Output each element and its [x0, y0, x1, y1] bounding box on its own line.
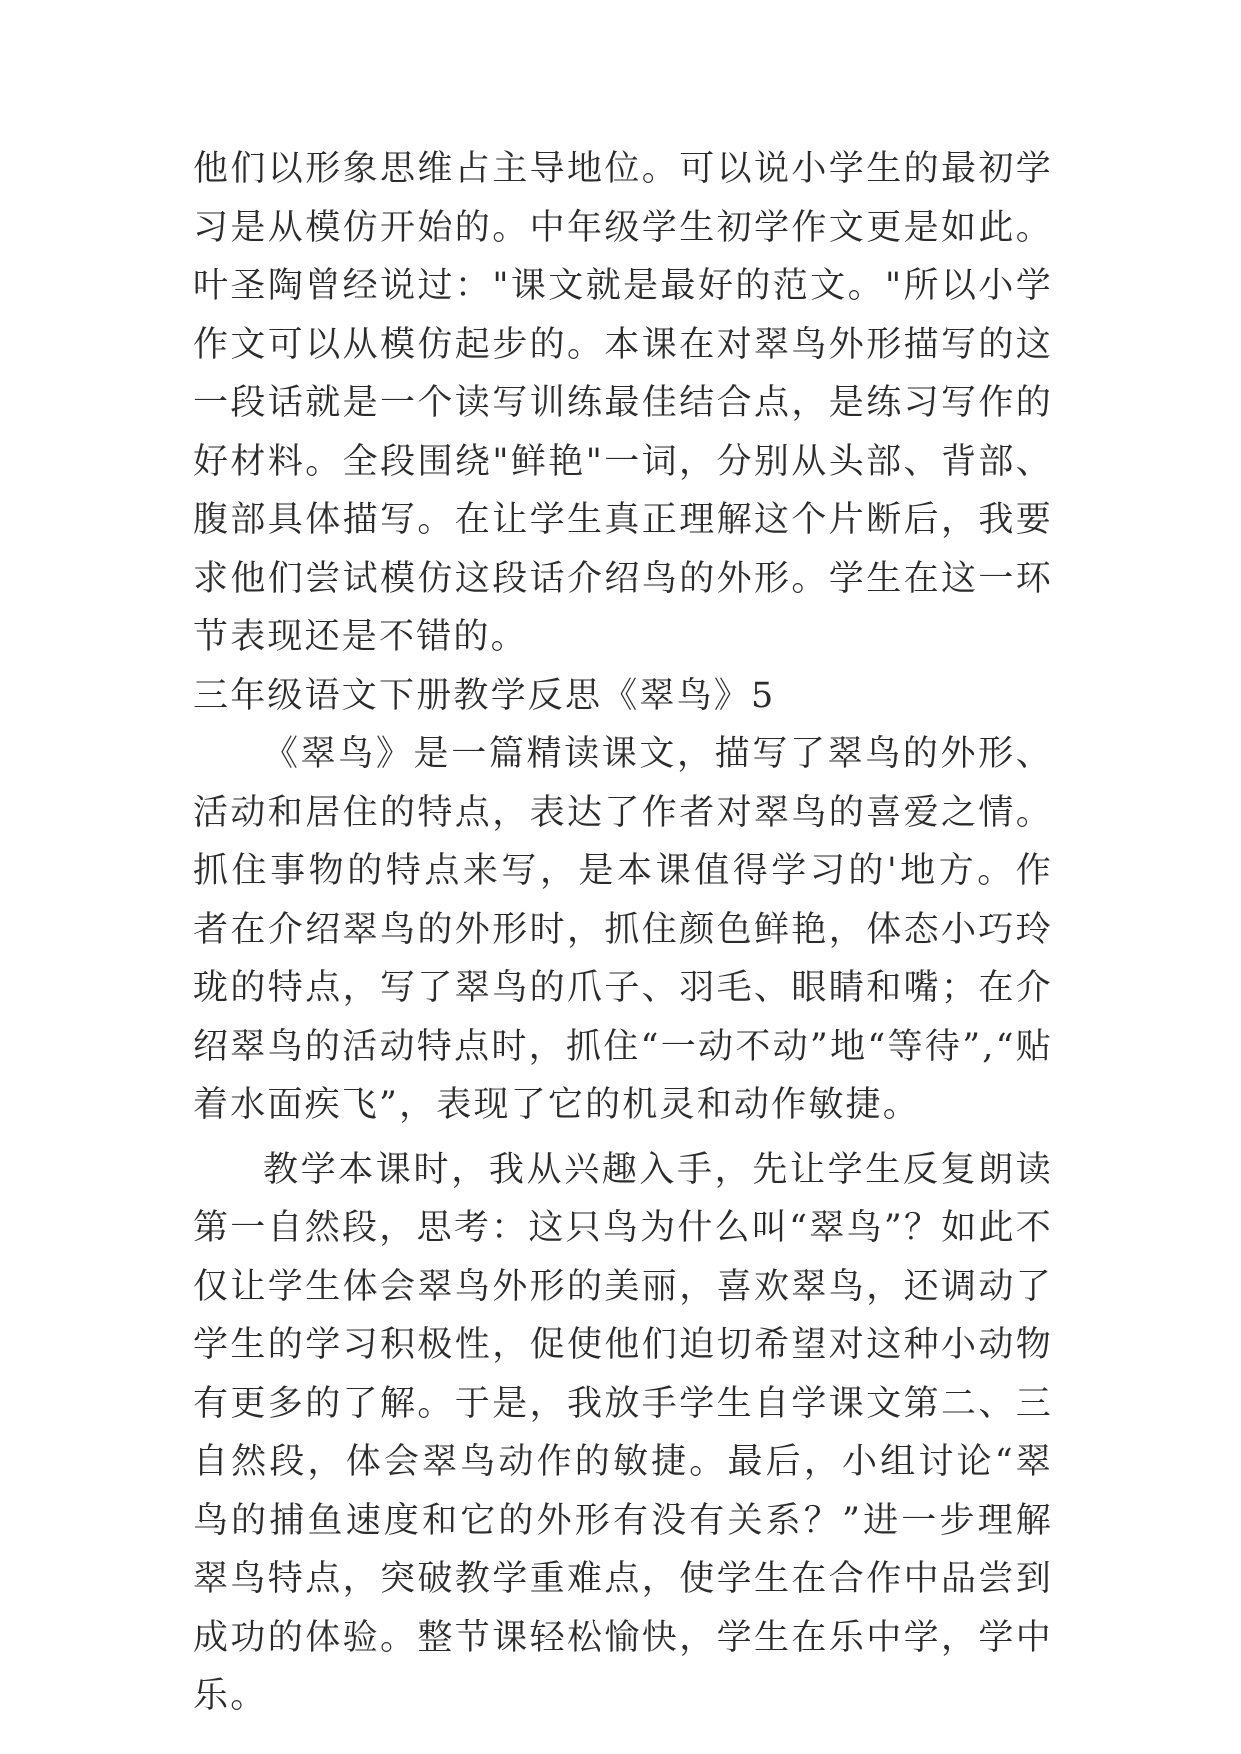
document-body — [193, 140, 1053, 1726]
section-heading: 三年级语文下册教学反思《翠鸟》5 — [193, 675, 776, 716]
paragraph-intro: 《翠鸟》是一篇精读课文，描写了翠鸟的外形、活动和居住的特点，表达了作者对翠鸟的喜爱之情。抓住事物的特点来写，是本课值得学习的'地方。作者在介绍翠鸟的外形时，抓住颜色鲜艳，体态小巧玲珑的特点，写了翠鸟的爪子、羽毛、眼睛和嘴；在介绍翠鸟的活动特点时，抓住“一动不动”地“等待”,“贴着水面疾飞”，表现了它的机灵和动作敏捷。 — [193, 734, 1053, 1125]
paragraph-teaching: 教学本课时，我从兴趣入手，先让学生反复朗读第一自然段，思考：这只鸟为什么叫“翠鸟”？如此不仅让学生体会翠鸟外形的美丽，喜欢翠鸟，还调动了学生的学习积极性，促使他们迫切希望对这种小动物有更多的了解。于是，我放手学生自学课文第二、三自然段，体会翠鸟动作的敏捷。最后，小组讨论“翠鸟的捕鱼速度和它的外形有没有关系？”进一步理解翠鸟特点，突破教学重难点，使学生在合作中品尝到成功的体验。整节课轻松愉快，学生在乐中学，学中乐。 — [193, 1149, 1053, 1716]
paragraph-continued: 他们以形象思维占主导地位。可以说小学生的最初学习是从模仿开始的。中年级学生初学作文更是如此。叶圣陶曾经说过："课文就是最好的范文。"所以小学作文可以从模仿起步的。本课在对翠鸟外形描写的这一段话就是一个读写训练最佳结合点，是练习写作的好材料。全段围绕"鲜艳"一词，分别从头部、背部、腹部具体描写。在让学生真正理解这个片断后，我要求他们尝试模仿这段话介绍鸟的外形。学生在这一环节表现还是不错的。 — [193, 149, 1053, 657]
